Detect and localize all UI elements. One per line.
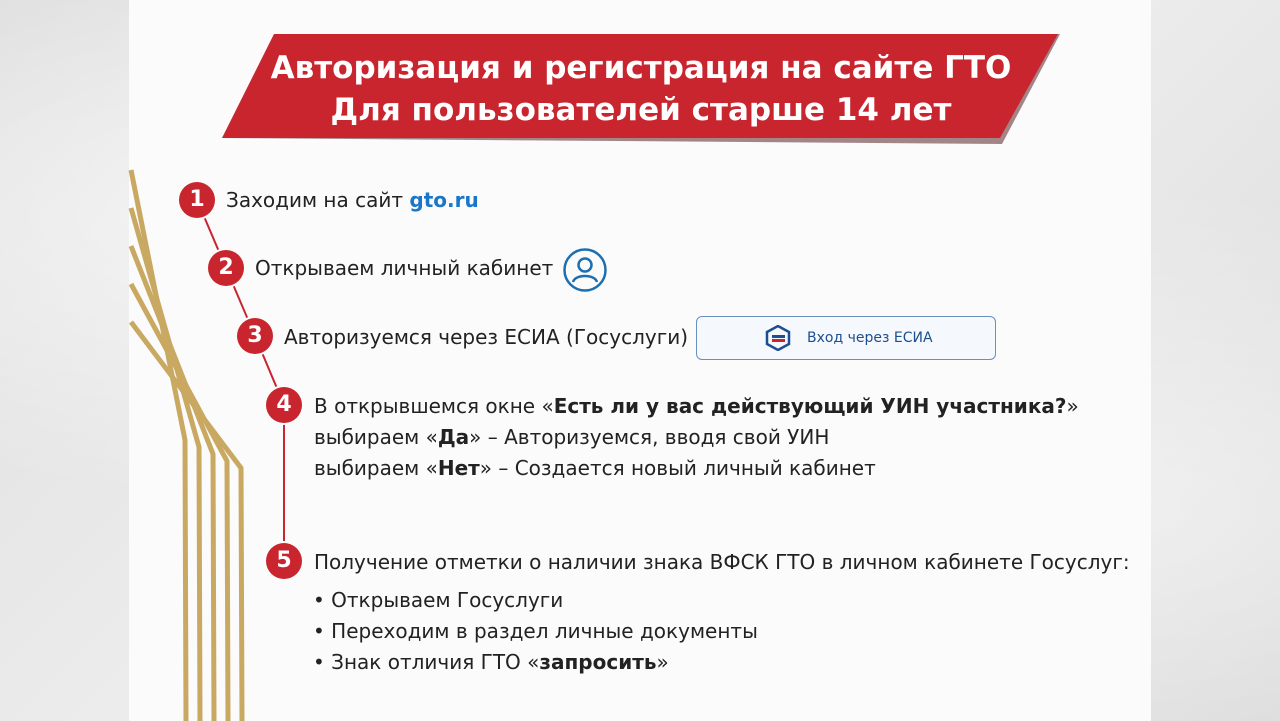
- bullet-item: • Открываем Госуслуги: [313, 588, 564, 612]
- step-4-line-2: выбираем «Да» – Авторизуемся, вводя свой УИН: [314, 425, 830, 449]
- step-3-badge: 3: [237, 318, 273, 354]
- step-2-text: Открываем личный кабинет: [255, 256, 554, 280]
- step-1-text: [226, 187, 479, 213]
- bullet-item: • Переходим в раздел личные документы: [313, 619, 758, 643]
- esia-login-label: Вход через ЕСИА: [807, 330, 933, 346]
- user-circle-icon[interactable]: [562, 247, 608, 293]
- banner-title: Авторизация и регистрация на сайте ГТО: [270, 50, 1012, 86]
- step-4-text: [314, 391, 1079, 484]
- step-5-bullets: [313, 585, 758, 678]
- step-1-badge: 1: [179, 182, 215, 218]
- step-3-text: Авторизуемся через ЕСИА (Госуслуги): [284, 325, 689, 349]
- esia-logo-icon: [765, 325, 791, 351]
- step-4-badge: 4: [266, 387, 302, 423]
- gto-link[interactable]: gto.ru: [409, 188, 479, 212]
- esia-login-button[interactable]: [696, 316, 996, 360]
- step-4-line-1: В открывшемся окне «Есть ли у вас действующий УИН участника?»: [314, 394, 1079, 418]
- step-2-badge: 2: [208, 250, 244, 286]
- banner-subtitle: Для пользователей старше 14 лет: [330, 92, 952, 128]
- step-1-label: Заходим на сайт: [226, 188, 410, 212]
- step-5-text: Получение отметки о наличии знака ВФСК ГТО в личном кабинете Госуслуг:: [314, 550, 1130, 574]
- step-5-badge: 5: [266, 543, 302, 579]
- step-4-line-3: выбираем «Нет» – Создается новый личный кабинет: [314, 456, 876, 480]
- bullet-item: • Знак отличия ГТО «запросить»: [313, 650, 669, 674]
